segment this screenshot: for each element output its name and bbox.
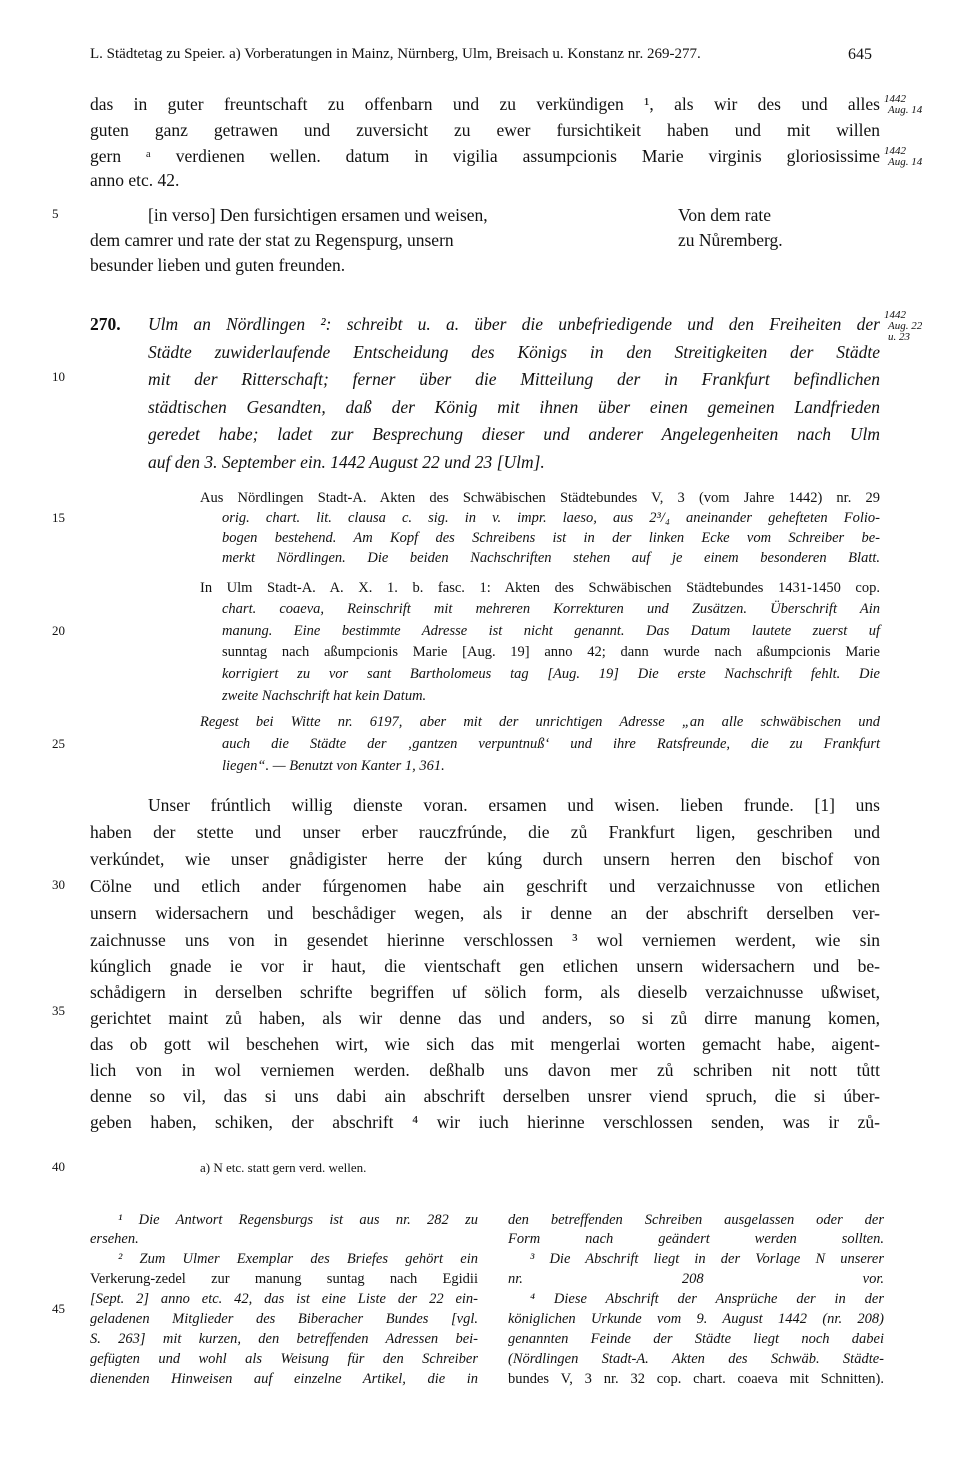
footnote-line: ⁴ Diese Abschrift der Ansprüche der in der — [530, 1291, 884, 1307]
regest-line: geredet habe; ladet zur Besprechung dieser und anderer Angelegenheiten nach Ulm — [148, 424, 880, 444]
text-line: gern ᵃ verdienen wellen. datum in vigilia assumpcionis Marie virginis gloriosissime — [90, 146, 880, 166]
footnote-line: nr. 208 vor. — [508, 1271, 884, 1287]
page-number: 645 — [848, 46, 872, 63]
footnote-line: ¹ Die Antwort Regensburgs ist aus nr. 282 zu — [118, 1212, 478, 1228]
address-line: besunder lieben und guten freunden. — [90, 255, 346, 275]
footnote-line: genannten Feinde der Städte liegt noch dabei — [508, 1331, 884, 1347]
body-line: Unser frúntlich willig dienste voran. ersamen und wisen. lieben frunde. [1] uns — [148, 795, 880, 815]
running-head-title: L. Städtetag zu Speier. a) Vorberatungen in Mainz, Nürnberg, Ulm, Breisach u. Konstanz nr. 269-277. — [90, 46, 701, 62]
source-line: korrigiert zu vor sant Bartholomeus tag [Aug. 19] Die erste Nachschrift fehlt. Die — [222, 666, 880, 682]
source-line: chart. coaeva, Reinschrift mit mehreren Korrekturen und Zusätzen. Überschrift Ain — [222, 601, 880, 617]
body-line: Cölne und etlich ander fúrgenomen habe ain geschrift und verzaichnusse von etlichen — [90, 876, 880, 896]
regest-line: Städte zuwiderlaufende Entscheidung des Königs in den Streitigkeiten der Städte — [148, 342, 880, 362]
body-line: das ob gott wil beschehen wirt, wie sich das mit mengerlai worten gemacht habe, aigent- — [90, 1034, 880, 1054]
footnote-line: [Sept. 2] anno etc. 42, das ist eine Liste der 22 ein- — [90, 1291, 478, 1307]
source-line: Aus Nördlingen Stadt-A. Akten des Schwäbischen Städtebundes V, 3 (vom Jahre 1442) nr. 29 — [200, 490, 880, 506]
text-line: anno etc. 42. — [90, 170, 180, 190]
regest-line: mit der Ritterschaft; ferner über die Mitteilung der in Frankfurt befindlichen — [148, 369, 880, 389]
body-line: gerichtet maint zů haben, als wir denne das und anders, so si zů dirre manung komen, — [90, 1008, 880, 1028]
source-line: auch die Städte der ‚gantzen verpuntnuß‘ und ihre Ratsfreunde, die zu Frankfurt — [222, 736, 880, 752]
line-number: 20 — [52, 623, 65, 638]
source-line: In Ulm Stadt-A. A. X. 1. b. fasc. 1: Akten des Schwäbischen Städtebundes 1431-1450 cop. — [200, 580, 880, 596]
margin-date: 1442 Aug. 22 u. 23 — [884, 309, 923, 343]
footnote-line: ersehen. — [90, 1231, 139, 1247]
source-line: liegen“. — Benutzt von Kanter 1, 361. — [222, 758, 445, 774]
footnote-line: Form nach geändert werden sollten. — [508, 1231, 884, 1247]
address-line: dem camrer und rate der stat zu Regenspurg, unsern — [90, 230, 454, 250]
body-line: verkúndet, wie unser gnådigister herre der kúng durch unsern herren den bischof von — [90, 849, 880, 869]
text-line: das in guter freuntschaft zu offenbarn und zu verkündigen ¹, als wir des und alles — [90, 94, 880, 114]
source-line: zweite Nachschrift hat kein Datum. — [222, 688, 427, 704]
footnote-line: (Nördlingen Stadt-A. Akten des Schwäb. Städte- — [508, 1351, 884, 1367]
address-line: [in verso] Den fursichtigen ersamen und weisen, — [148, 205, 488, 225]
document-number: 270. — [90, 314, 121, 334]
body-line: zaichnusse uns von in gesendet hierinne verschlossen ³ wol verniemen werdent, wie sin — [90, 930, 880, 950]
footnote-line: bundes V, 3 nr. 32 cop. chart. coaeva mit Schnitten). — [508, 1371, 884, 1387]
line-number: 15 — [52, 510, 65, 525]
body-line: lich von in wol verniemen werden. deßhalb uns davon mer zů schriben nit nott tůtt — [90, 1060, 880, 1080]
line-number: 25 — [52, 736, 65, 751]
source-line: sunntag nach aßumpcionis Marie [Aug. 19] anno 42; dann wurde nach aßumpcionis Marie — [222, 644, 880, 660]
running-head — [90, 46, 872, 63]
footnote-line: Verkerung-zedel zur manung suntag nach Egidii — [90, 1271, 478, 1287]
variant-note: a) N etc. statt gern verd. wellen. — [200, 1160, 367, 1175]
sender-line: zu Nůremberg. — [678, 230, 783, 250]
line-number: 10 — [52, 369, 65, 384]
body-line: denne so vil, das si uns dabi ain abschrift derselben unsrer viend spruch, die si úber- — [90, 1086, 880, 1106]
footnote-line: königlichen Urkunde vom 9. August 1442 (nr. 208) — [508, 1311, 884, 1327]
footnote-line: ² Zum Ulmer Exemplar des Briefes gehört ein — [118, 1251, 478, 1267]
body-line: kúnglich gnade ie vor ir haut, die vientschaft gen etlichen unsern widersachern und be- — [90, 956, 880, 976]
source-line: merkt Nördlingen. Die beiden Nachschriften stehen auf je einem besonderen Blatt. — [222, 550, 880, 566]
regest-line: auf den 3. September ein. 1442 August 22 und 23 [Ulm]. — [148, 452, 545, 472]
footnote-line: gefügten und wohl als Weisung für den Schreiber — [90, 1351, 478, 1367]
sender-line: Von dem rate — [678, 205, 771, 225]
margin-date: 1442 Aug. 14 — [884, 93, 923, 116]
body-line: geben haben, schiken, der abschrift ⁴ wir iuch hierinne verschlossen senden, was ir zů- — [90, 1112, 880, 1132]
footnote-line: dienenden Hinweisen auf einzelne Artikel, die in — [90, 1371, 478, 1387]
line-number: 35 — [52, 1003, 65, 1018]
line-number: 30 — [52, 877, 65, 892]
source-line: orig. chart. lit. clausa c. sig. in v. impr. laeso, aus 2³/₄ aneinander gehefteten Folio- — [222, 510, 880, 526]
text-line: guten ganz getrawen und zuversicht zu ewer fursichtikeit haben und mit willen — [90, 120, 880, 140]
body-line: schådigern in derselben schrifte begriffen uf sölich form, als dieselb verzaichnusse ußwiset, — [90, 982, 880, 1002]
source-line: bogen bestehend. Am Kopf des Schreibens ist in der linken Ecke vom Schreiber be- — [222, 530, 880, 546]
regest-line: Ulm an Nördlingen ²: schreibt u. a. über die unbefriedigende und den Freiheiten der — [148, 314, 880, 334]
source-line: Regest bei Witte nr. 6197, aber mit der unrichtigen Adresse „an alle schwäbischen und — [200, 714, 880, 730]
line-number: 40 — [52, 1159, 65, 1174]
footnote-line: S. 263] mit kurzen, den betreffenden Adressen bei- — [90, 1331, 478, 1347]
footnote-line: ³ Die Abschrift liegt in der Vorlage N unserer — [530, 1251, 884, 1267]
regest-line: städtischen Gesandten, daß der König mit ihnen über einen gemeinen Landfrieden — [148, 397, 880, 417]
body-line: unsern widersachern und beschådiger wegen, als ir denne an der abschrift derselben ver- — [90, 903, 880, 923]
footnote-line: geladenen Mitglieder des Biberacher Bundes [vgl. — [90, 1311, 478, 1327]
body-line: haben der stette und unser erber rauczfrúnde, die zů Frankfurt ligen, geschriben und — [90, 822, 880, 842]
line-number: 45 — [52, 1301, 65, 1316]
line-number: 5 — [52, 206, 59, 221]
margin-date: 1442 Aug. 14 — [884, 145, 923, 168]
footnote-line: den betreffenden Schreiben ausgelassen oder der — [508, 1212, 884, 1228]
source-line: manung. Eine bestimmte Adresse ist nicht genannt. Das Datum lautete zuerst uf — [222, 623, 880, 639]
